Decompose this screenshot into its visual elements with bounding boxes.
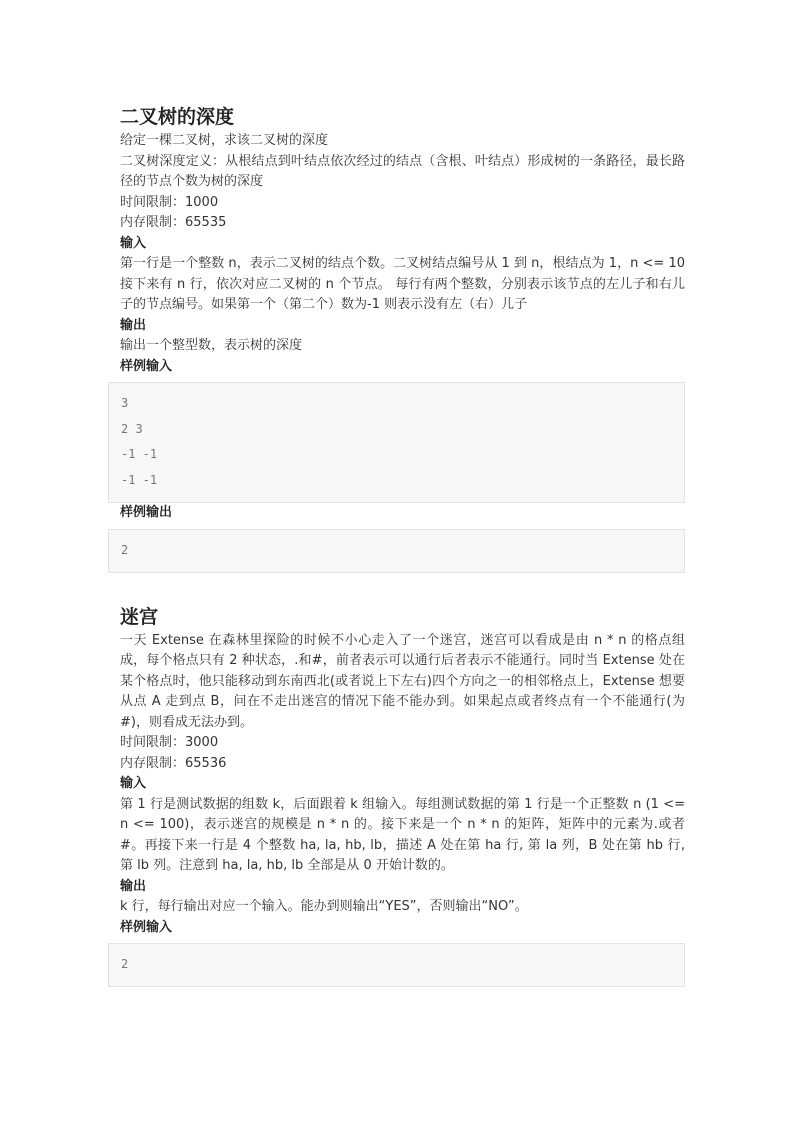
- sample-output-block: [108, 529, 685, 573]
- time-limit: 时间限制：1000: [120, 194, 219, 210]
- sample-input-block: [108, 943, 685, 987]
- code-line: 2: [121, 957, 129, 971]
- description-line: 给定一棵二叉树，求该二叉树的深度: [120, 133, 329, 148]
- output-description: k 行，每行输出对应一个输入。能办到则输出“YES”，否则输出“NO”。: [120, 899, 528, 914]
- output-description: 输出一个整型数，表示树的深度: [120, 338, 303, 353]
- input-heading: 输入: [120, 235, 147, 251]
- sample-input-heading: 样例输入: [120, 919, 173, 935]
- problem-title: 二叉树的深度: [120, 106, 235, 128]
- problem-title: 迷宫: [120, 605, 159, 628]
- input-description: 第一行是一个整数 n，表示二叉树的结点个数。二叉树结点编号从 1 到 n，根结点为 1，n <= 10 接下来有 n 行，依次对应二叉树的 n 个节点。 每行有两个整数，分别表示该节点的左儿子和右儿子的节点编号。如果第一个（第二个）数为-1 则表示没有左（右）儿子: [120, 256, 685, 312]
- input-heading: 输入: [120, 776, 147, 791]
- memory-limit: 内存限制：65536: [120, 755, 227, 771]
- sample-output-heading: 样例输出: [120, 505, 173, 520]
- output-heading: 输出: [120, 878, 147, 894]
- code-line: 2: [121, 542, 129, 557]
- time-limit: 时间限制：3000: [120, 735, 219, 750]
- description-line: 二叉树深度定义：从根结点到叶结点依次经过的结点（含根、叶结点）形成树的一条路径，最长路径的节点个数为树的深度: [120, 153, 685, 189]
- problem-binary-tree-depth: [120, 103, 685, 573]
- code-line: -1 -1: [121, 447, 158, 462]
- sample-input-block: [108, 382, 685, 503]
- problem-maze: [120, 603, 685, 988]
- input-description: 第 1 行是测试数据的组数 k，后面跟着 k 组输入。每组测试数据的第 1 行是一个正整数 n (1 <= n <= 100)，表示迷宫的规模是 n * n 的。接下来是一个 n * n 的矩阵，矩阵中的元素为.或者#。再接下来一行是 4 个整数 ha, la, hb, lb，描述 A 处在第 ha 行, 第 la 列，B 处在第 hb 行, 第 lb 列。注意到 ha, la, hb, lb 全部是从 0 开始计数的。: [120, 796, 685, 873]
- memory-limit: 内存限制：65535: [120, 215, 227, 230]
- code-line: 3: [121, 396, 129, 410]
- code-line: 2 3: [121, 421, 143, 436]
- sample-input-heading: 样例输入: [120, 358, 173, 374]
- problem-description: 一天 Extense 在森林里探险的时候不小心走入了一个迷宫，迷宫可以看成是由 n * n 的格点组成，每个格点只有 2 种状态，.和#，前者表示可以通行后者表示不能通行。同时当 Extense 处在某个格点时，他只能移动到东南西北(或者说上下左右)四个方向之一的相邻格点上，Extense 想要从点 A 走到点 B，问在不走出迷宫的情况下能不能办到。如果起点或者终点有一个不能通行(为#)，则看成无法办到。: [120, 632, 685, 730]
- content: [120, 103, 685, 987]
- output-heading: 输出: [120, 317, 147, 333]
- code-line: -1 -1: [121, 472, 158, 487]
